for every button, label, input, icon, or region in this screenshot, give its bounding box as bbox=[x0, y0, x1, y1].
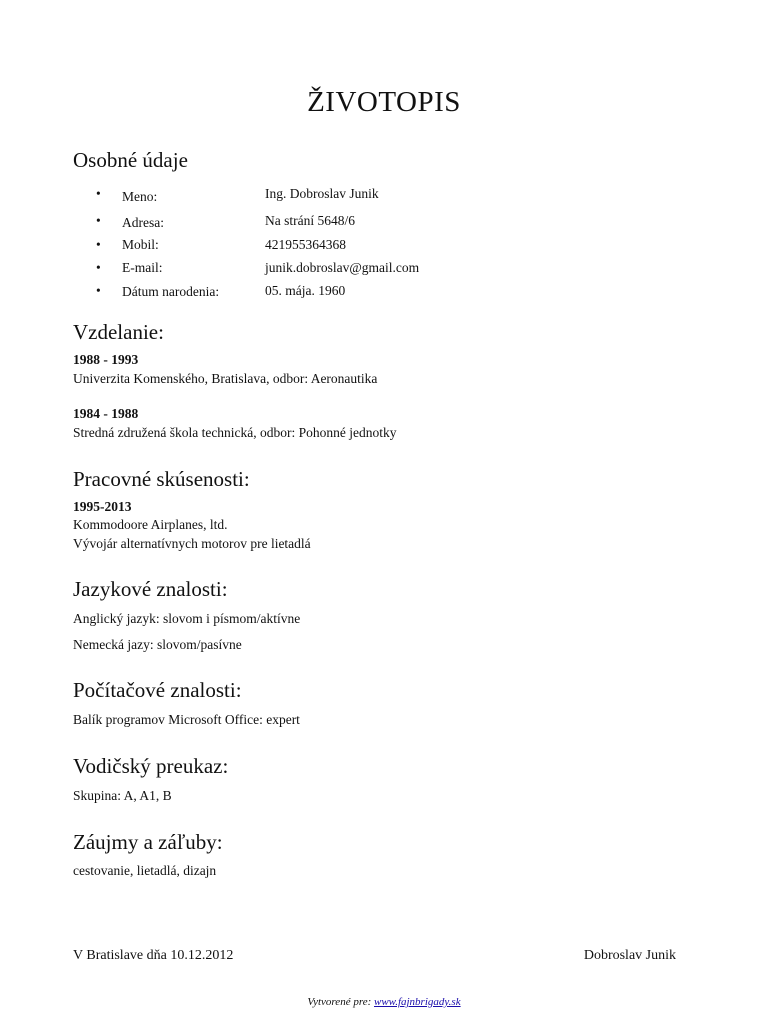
document-title: ŽIVOTOPIS bbox=[307, 86, 461, 118]
credit-line bbox=[0, 996, 768, 1008]
hobbies-text: cestovanie, lietadlá, dizajn bbox=[73, 863, 217, 878]
credit-prefix: Vytvorené pre: bbox=[307, 996, 374, 1008]
personal-row bbox=[0, 260, 768, 278]
languages-heading: Jazykové znalosti: bbox=[73, 577, 228, 601]
bullet-icon: • bbox=[96, 237, 101, 252]
experience-role: Vývojár alternatívnych motorov pre lietadlá bbox=[73, 536, 311, 551]
personal-row bbox=[0, 283, 768, 301]
education-text: Univerzita Komenského, Bratislava, odbor: Aeronautika bbox=[73, 371, 378, 386]
experience-company: Kommodoore Airplanes, ltd. bbox=[73, 517, 228, 532]
personal-row bbox=[0, 186, 768, 204]
personal-value: 421955364368 bbox=[265, 237, 346, 252]
language-item: Nemecká jazy: slovom/pasívne bbox=[73, 637, 242, 652]
computer-heading: Počítačové znalosti: bbox=[73, 678, 242, 702]
personal-value: Ing. Dobroslav Junik bbox=[265, 186, 379, 201]
personal-row bbox=[0, 237, 768, 255]
personal-value: 05. mája. 1960 bbox=[265, 283, 346, 298]
bullet-icon: • bbox=[96, 283, 101, 298]
personal-label: Adresa: bbox=[122, 215, 164, 230]
signature-name: Dobroslav Junik bbox=[583, 948, 676, 963]
email-link[interactable]: junik.dobroslav@gmail.com bbox=[265, 260, 420, 275]
education-text: Stredná združená škola technická, odbor: Pohonné jednotky bbox=[73, 425, 397, 440]
credit-link[interactable]: www.fajnbrigady.sk bbox=[374, 996, 461, 1008]
hobbies-heading: Záujmy a záľuby: bbox=[73, 830, 223, 854]
bullet-icon: • bbox=[96, 186, 101, 201]
experience-heading: Pracovné skúsenosti: bbox=[73, 467, 250, 491]
personal-label: Dátum narodenia: bbox=[122, 284, 220, 299]
personal-label: E-mail: bbox=[122, 260, 163, 275]
driving-text: Skupina: A, A1, B bbox=[73, 788, 172, 803]
computer-text: Balík programov Microsoft Office: expert bbox=[73, 712, 300, 727]
personal-row bbox=[0, 213, 768, 231]
personal-label: Meno: bbox=[122, 189, 158, 204]
education-years: 1984 - 1988 bbox=[73, 406, 139, 421]
place-date: V Bratislave dňa 10.12.2012 bbox=[73, 948, 234, 963]
driving-heading: Vodičský preukaz: bbox=[73, 754, 229, 778]
bullet-icon: • bbox=[96, 213, 101, 228]
personal-label: Mobil: bbox=[122, 237, 159, 252]
personal-value: Na strání 5648/6 bbox=[265, 213, 355, 228]
bullet-icon: • bbox=[96, 260, 101, 275]
education-heading: Vzdelanie: bbox=[73, 320, 164, 344]
personal-heading: Osobné údaje bbox=[73, 148, 188, 172]
education-years: 1988 - 1993 bbox=[73, 352, 139, 367]
language-item: Anglický jazyk: slovom i písmom/aktívne bbox=[73, 611, 301, 626]
experience-years: 1995-2013 bbox=[73, 499, 132, 514]
